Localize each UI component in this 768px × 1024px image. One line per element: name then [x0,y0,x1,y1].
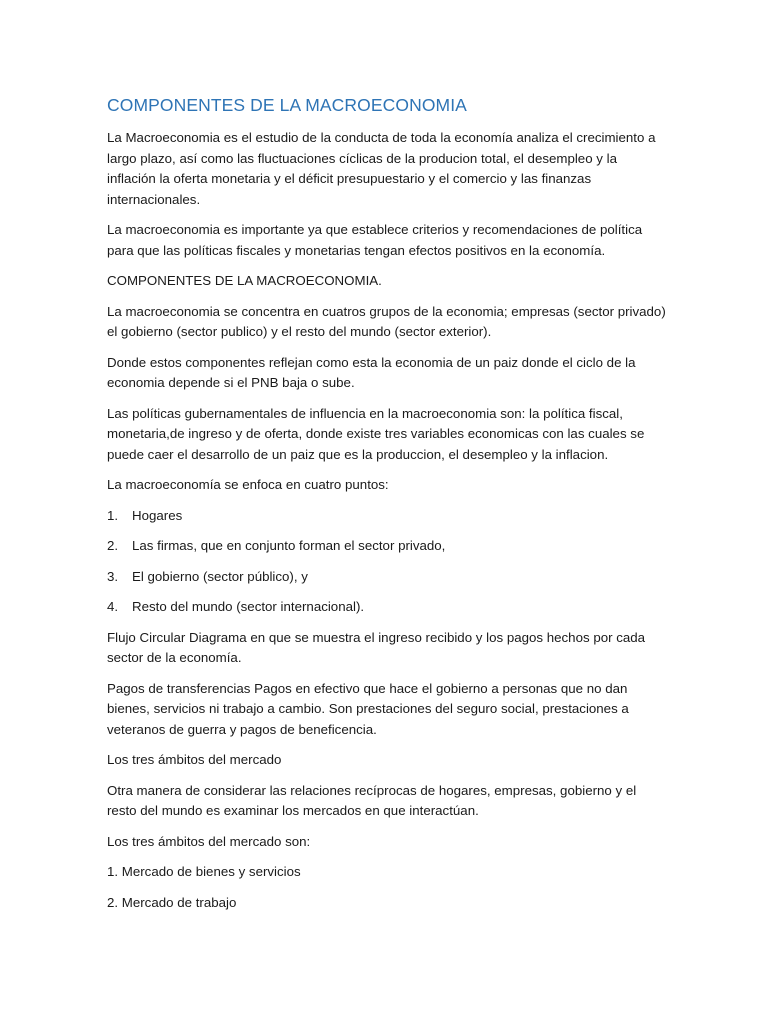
paragraph-policies: Las políticas gubernamentales de influencia en la macroeconomia son: la política fiscal, monetaria,de ingreso y de oferta, donde existe tres variables economicas con las cuales se puede caer el desarrollo de un paiz que es la produccion, el desempleo y la inflacion. [107,405,645,462]
document-body [107,92,667,923]
list-item [107,567,667,588]
paragraph-components-reflect: Donde estos componentes reflejan como esta la economia de un paiz donde el ciclo de la economia depende si el PNB baja o sube. [107,354,636,390]
paragraph-market-relations: Otra manera de considerar las relaciones recíprocas de hogares, empresas, gobierno y el resto del mundo es examinar los mercados en que interactúan. [107,782,637,818]
list-item [107,597,667,618]
section-heading-components: COMPONENTES DE LA MACROECONOMIA. [107,273,382,288]
market-item-goods: 1. Mercado de bienes y servicios [107,864,301,879]
list-number: 3. [107,568,119,584]
paragraph-focus-intro: La macroeconomía se enfoca en cuatro puntos: [107,477,389,492]
paragraph-circular-flow: Flujo Circular Diagrama en que se muestra el ingreso recibido y los pagos hechos por cada sector de la economía. [107,629,646,665]
paragraph-importance: La macroeconomia es importante ya que establece criterios y recomendaciones de política para que las políticas fiscales y monetarias tengan efectos positivos en la economía. [107,222,643,258]
list-text: Resto del mundo (sector internacional). [132,599,365,614]
list-item [107,506,667,527]
list-item [107,536,667,557]
list-number: 1. [107,507,119,523]
list-text: El gobierno (sector público), y [132,568,308,584]
list-number: 2. [107,538,119,553]
paragraph-transfers: Pagos de transferencias Pagos en efectivo que hace el gobierno a personas que no dan bienes, servicios ni trabajo a cambio. Son prestaciones del seguro social, prestaciones a veteranos de guerra y pagos de beneficencia. [107,680,629,737]
paragraph-definition: La Macroeconomia es el estudio de la conducta de toda la economía analiza el crecimiento a largo plazo, así como las fluctuaciones cíclicas de la producion total, el desempleo y la inflación la oferta monetaria y el déficit presupuestario y el comercio y las finanzas internacionales. [107,130,656,207]
paragraph-groups: La macroeconomia se concentra en cuatros grupos de la economia; empresas (sector privado) el gobierno (sector publico) y el resto del mundo (sector exterior). [107,303,666,339]
market-item-labor: 2. Mercado de trabajo [107,894,237,910]
list-number: 4. [107,599,119,614]
document-title: COMPONENTES DE LA MACROECONOMIA [107,95,467,115]
list-text: Hogares [132,507,183,523]
heading-market-areas: Los tres ámbitos del mercado [107,752,282,767]
list-text: Las firmas, que en conjunto forman el sector privado, [132,538,446,553]
paragraph-market-areas-intro: Los tres ámbitos del mercado son: [107,833,311,849]
